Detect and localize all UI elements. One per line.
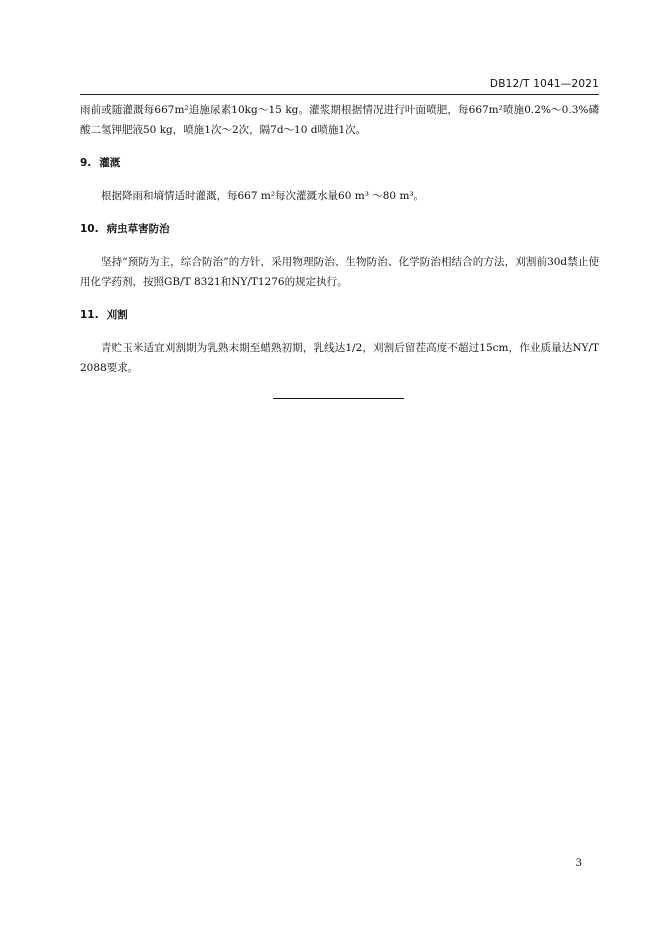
section-heading-pest-control xyxy=(80,219,599,239)
section-paragraph-pest-control: 坚持“预防为主，综合防治”的方针，采用物理防治、生物防治、化学防治相结合的方法，刈割前30d禁止使用化学药剂，按照GB/T 8321和NY/T1276的规定执行。 xyxy=(80,256,599,288)
section-paragraph-irrigation: 根据降雨和墒情适时灌溉，每667 m²每次灌溉水量60 m³ ～80 m³。 xyxy=(101,190,425,202)
section-number: 9. xyxy=(80,157,92,169)
section-title: 灌溉 xyxy=(99,157,121,169)
header-rule xyxy=(80,94,599,95)
section-number: 11. xyxy=(80,309,99,321)
page-number: 3 xyxy=(575,858,582,869)
section-heading-irrigation xyxy=(80,153,599,173)
section-title: 刈割 xyxy=(106,309,128,321)
document-code: DB12/T 1041—2021 xyxy=(489,78,599,90)
section-heading-harvest xyxy=(80,305,599,325)
section-paragraph-harvest: 青贮玉米适宜刈割期为乳熟末期至蜡熟初期，乳线达1/2，刈割后留茬高度不超过15cm，作业质量达NY/T 2088要求。 xyxy=(80,342,599,374)
document-body xyxy=(80,100,599,378)
end-of-document-rule xyxy=(273,398,404,399)
section-number: 10. xyxy=(80,223,99,235)
section-title: 病虫草害防治 xyxy=(106,223,170,235)
continued-paragraph: 雨前或随灌溉每667m²追施尿素10kg～15 kg。灌浆期根据情况进行叶面喷肥，每667m²喷施0.2%～0.3%磷酸二氢钾肥液50 kg，喷施1次～2次，隔7d～10 d喷施1次。 xyxy=(80,104,599,136)
